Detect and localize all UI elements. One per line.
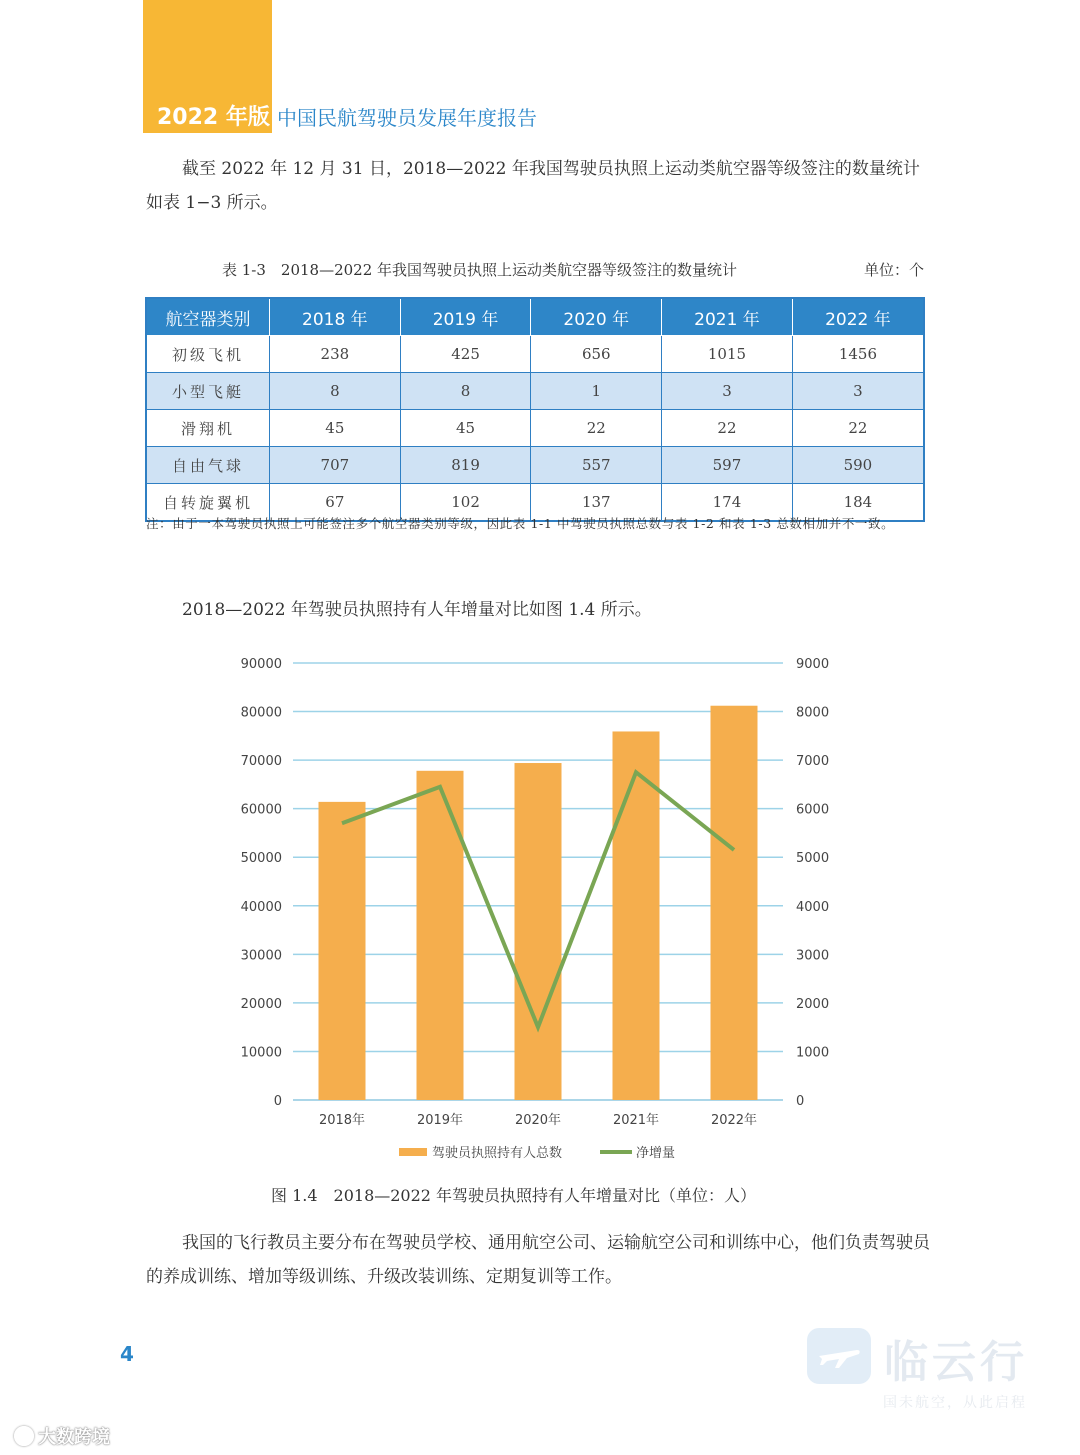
table-header: 2018 年 [270,298,401,336]
bar [711,706,758,1100]
table-cell: 557 [531,447,662,484]
left-axis-tick-label: 50000 [240,851,282,867]
source-watermark-text: 大数跨境 [38,1427,110,1448]
closing-paragraph: 我国的飞行教员主要分布在驾驶员学校、通用航空公司、运输航空公司和训练中心，他们负责驾驶员的养成训练、增加等级训练、升级改装训练、定期复训等工作。 [146,1233,930,1287]
page-number: 4 [120,1342,134,1366]
table-header: 2022 年 [792,298,924,336]
right-axis-tick-label: 2000 [796,996,830,1012]
legend-label-line: 净增量 [636,1146,676,1161]
table-unit: 单位：个 [863,261,924,279]
table-cell: 22 [531,410,662,447]
right-axis-tick-label: 6000 [796,802,830,818]
x-axis-tick-label: 2019年 [416,1113,464,1128]
right-axis-tick-label: 4000 [796,899,830,915]
table-cell: 8 [400,373,531,410]
legend-swatch-bar [399,1148,427,1156]
table-cell: 1015 [662,336,793,373]
chart-legend [399,1145,675,1161]
left-axis-tick-label: 0 [273,1094,282,1109]
table-note: 注：由于一本驾驶员执照上可能签注多个航空器类别等级，因此表 1-1 中驾驶员执照总数与表 1-2 和表 1-3 总数相加并不一致。 [146,516,895,531]
table-cell: 3 [662,373,793,410]
table-cell: 初级飞机 [146,336,270,373]
right-axis-tick-label: 8000 [796,705,830,721]
watermark-slogan: 国未航空，从此启程 [883,1395,1027,1411]
table-cell: 590 [792,447,924,484]
table-cell: 3 [792,373,924,410]
table-cell: 滑翔机 [146,410,270,447]
left-axis-tick-label: 80000 [240,705,282,721]
table-cell: 自转旋翼机 [146,484,270,522]
table-cell: 22 [662,410,793,447]
bar [417,771,464,1100]
left-axis-tick-label: 40000 [240,899,282,915]
bar [319,802,366,1100]
table-cell: 1456 [792,336,924,373]
table-cell: 425 [400,336,531,373]
table-cell: 238 [270,336,401,373]
x-axis-tick-label: 2018年 [318,1113,366,1128]
table-header: 2021 年 [662,298,793,336]
table-header: 航空器类别 [146,298,270,336]
left-axis-tick-label: 10000 [240,1045,282,1061]
table-cell: 184 [792,484,924,522]
table-cell: 8 [270,373,401,410]
table-header: 2019 年 [400,298,531,336]
chart-bars [319,706,758,1100]
left-axis-tick-label: 90000 [240,657,282,672]
table-cell: 1 [531,373,662,410]
bar [515,763,562,1100]
left-axis-tick-label: 70000 [240,754,282,770]
x-axis-tick-label: 2022年 [710,1113,758,1128]
report-title: 中国民航驾驶员发展年度报告 [277,106,537,130]
table-cell: 102 [400,484,531,522]
table-cell: 自由气球 [146,447,270,484]
edition-label: 2022 年版 [157,105,270,130]
x-axis-tick-label: 2021年 [612,1113,660,1128]
source-logo-icon [14,1426,34,1446]
watermark-brand: 临云行 [884,1337,1028,1388]
table-cell: 67 [270,484,401,522]
chart-intro: 2018—2022 年驾驶员执照持有人年增量对比如图 1.4 所示。 [182,600,652,620]
right-axis-tick-label: 9000 [796,657,830,672]
table-cell: 22 [792,410,924,447]
table-cell: 45 [400,410,531,447]
table-caption: 表 1-3 2018—2022 年我国驾驶员执照上运动类航空器等级签注的数量统计 [222,261,738,279]
table-cell: 656 [531,336,662,373]
source-watermark [14,1423,110,1449]
table-cell: 707 [270,447,401,484]
table-cell: 819 [400,447,531,484]
x-axis-tick-label: 2020年 [514,1113,562,1128]
table-cell: 174 [662,484,793,522]
left-axis-tick-label: 20000 [240,996,282,1012]
table-cell: 137 [531,484,662,522]
intro-paragraph: 截至 2022 年 12 月 31 日，2018—2022 年我国驾驶员执照上运动类航空器等级签注的数量统计如表 1−3 所示。 [146,159,920,213]
table-header: 2020 年 [531,298,662,336]
table-cell: 45 [270,410,401,447]
figure-caption: 图 1.4 2018—2022 年驾驶员执照持有人年增量对比（单位：人） [271,1186,757,1205]
airplane-icon [817,1342,861,1370]
table-cell: 597 [662,447,793,484]
left-axis-tick-label: 30000 [240,948,282,964]
right-axis-tick-label: 5000 [796,851,830,867]
table-cell: 小型飞艇 [146,373,270,410]
watermark-logo [807,1328,871,1384]
right-axis-tick-label: 7000 [796,754,830,770]
right-axis-tick-label: 1000 [796,1045,830,1061]
left-axis-tick-label: 60000 [240,802,282,818]
right-axis-tick-label: 3000 [796,948,830,964]
legend-label-bar: 驾驶员执照持有人总数 [432,1146,563,1161]
right-axis-tick-label: 0 [796,1094,805,1109]
